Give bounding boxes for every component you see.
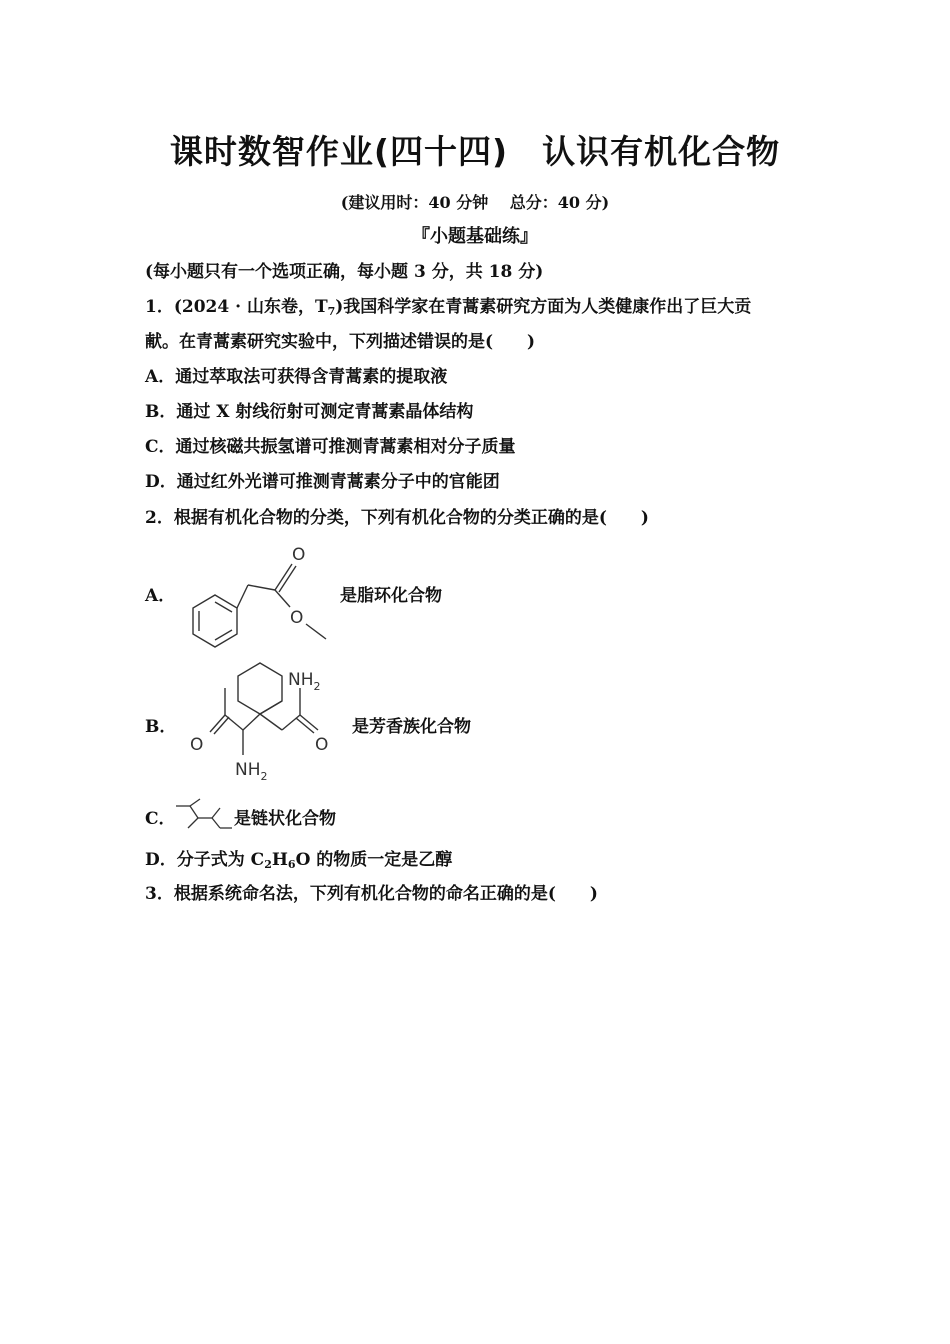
q1-stem-line1: [145, 295, 751, 319]
bond-left-carbonyl: [225, 715, 243, 730]
page-title: 课时数智作业(四十四) 认识有机化合物: [169, 132, 781, 171]
q2-option-d-mid: H: [271, 850, 288, 870]
structure-c-branched-alkene: [172, 798, 236, 834]
instructions: (每小题只有一个选项正确，每小题 3 分，共 18 分): [145, 262, 544, 282]
q1-option-a: A．通过萃取法可获得含青蒿素的提取液: [145, 367, 448, 387]
struct-b-o-left: O: [190, 735, 204, 755]
section-heading: 『小题基础练』: [412, 226, 538, 247]
q1-stem-sub: 7: [327, 305, 336, 318]
time-score-note: (建议用时：40 分钟 总分：40 分): [340, 193, 610, 212]
q2-option-c-text: 是链状化合物: [234, 809, 336, 829]
structure-b-cyclohexane-compound: [185, 655, 345, 785]
q1-stem-suffix: )我国科学家在青蒿素研究方面为人类健康作出了巨大贡: [335, 297, 752, 317]
bond-ring-to-nh2: [260, 701, 282, 714]
chain-bond-6: [212, 808, 220, 818]
struct-b-nh2-bottom: $NH_2$: [235, 760, 268, 783]
q2-stem: 2．根据有机化合物的分类，下列有机化合物的分类正确的是( ): [145, 508, 649, 528]
q2-option-d-sub2: 6: [287, 858, 296, 871]
q1-stem-line2: 献。在青蒿素研究实验中，下列描述错误的是( ): [145, 332, 536, 352]
chain-bond-3: [190, 806, 198, 818]
q1-option-d: D．通过红外光谱可推测青蒿素分子中的官能团: [145, 472, 500, 492]
bond-methyl: [306, 624, 326, 639]
structure-a-phenylacetate: [180, 540, 340, 650]
struct-a-o-mid: O: [290, 608, 304, 628]
q2-option-a-label: A．: [145, 586, 176, 606]
chain-bond-4: [188, 818, 198, 828]
chain-bond-7: [212, 818, 220, 828]
bond-ch2: [237, 585, 248, 608]
q2-option-b-label: B．: [145, 717, 177, 737]
struct-a-o-top: O: [292, 545, 306, 565]
bond-ester-o: [275, 590, 290, 607]
q2-option-d-sub1: 2: [264, 858, 272, 871]
bond-quaternary-right: [260, 714, 282, 730]
q2-option-b-text: 是芳香族化合物: [352, 717, 471, 737]
bond-right-carbonyl: [282, 715, 300, 730]
bond-right-co-2: [296, 718, 314, 733]
q2-option-d-suffix: O 的物质一定是乙醇: [295, 850, 453, 870]
q1-stem-prefix: 1．(2024 · 山东卷，T: [145, 297, 328, 317]
q2-option-c-label: C．: [145, 809, 176, 829]
struct-b-o-right: O: [315, 735, 329, 755]
bond-carbonyl-carbon: [248, 585, 275, 590]
chain-bond-2: [190, 799, 200, 806]
q3-stem: 3．根据系统命名法，下列有机化合物的命名正确的是( ): [145, 884, 598, 904]
bond-quaternary-left: [243, 714, 260, 730]
q1-option-c: C．通过核磁共振氢谱可推测青蒿素相对分子质量: [145, 437, 516, 457]
q1-option-b: B．通过 X 射线衍射可测定青蒿素晶体结构: [145, 402, 474, 422]
q2-option-a-text: 是脂环化合物: [340, 586, 442, 606]
cyclohexane-ring: [238, 663, 282, 714]
struct-b-nh2-top: $NH_2$: [288, 670, 321, 693]
q2-option-d: [145, 848, 452, 872]
q2-option-d-prefix: D．分子式为 C: [145, 850, 265, 870]
bond-right-co-1: [300, 715, 318, 730]
